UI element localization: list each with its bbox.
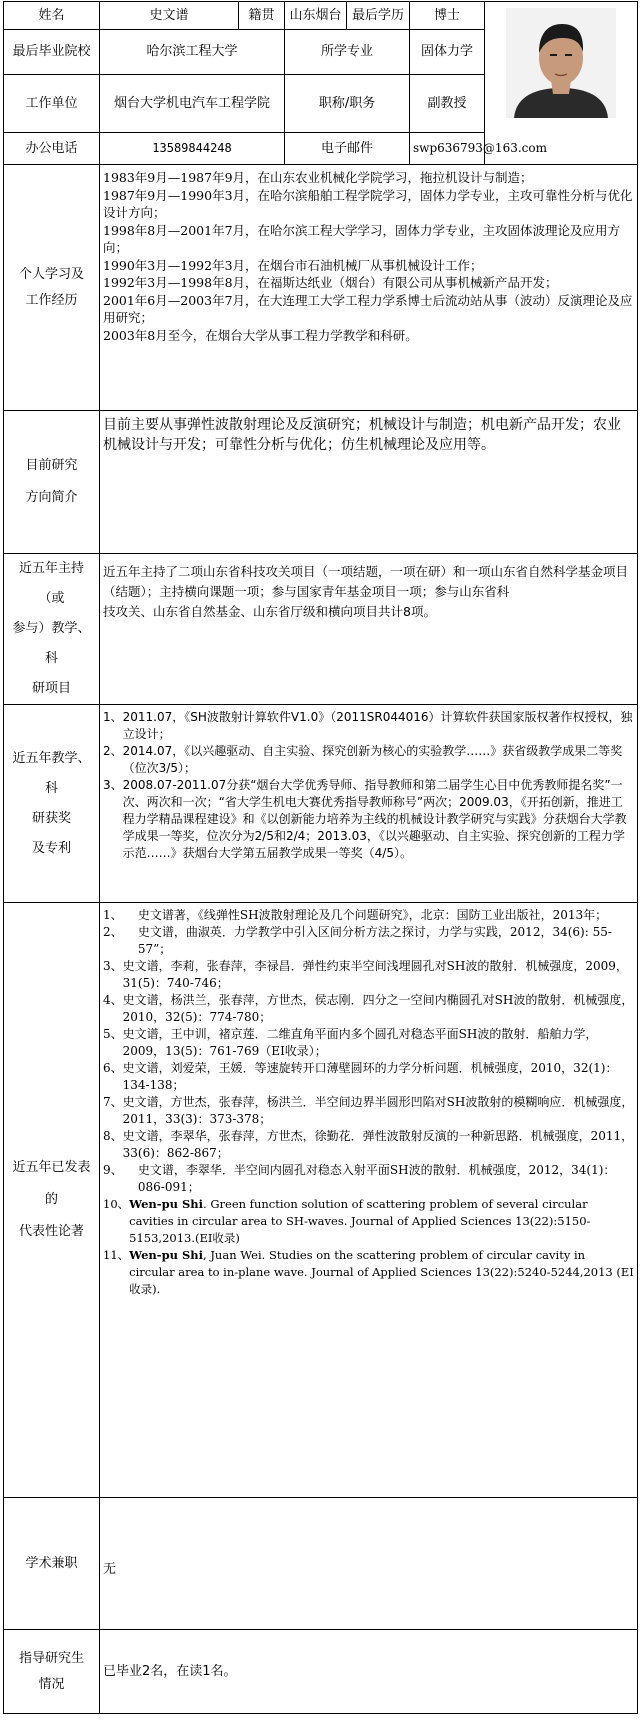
research-label-line-2: 方向简介 xyxy=(25,490,78,505)
experience-label-line-1: 个人学习及 xyxy=(18,266,84,282)
name-value: 史文谱 xyxy=(100,2,239,30)
degree-value: 博士 xyxy=(410,2,485,30)
paper-number: 3、 xyxy=(103,959,123,973)
paper-text: 史文谱著，《线弹性SH波散射理论及几个问题研究》，北京：国防工业出版社，2013年； xyxy=(137,908,608,922)
experience-item: 2001年6月—2003年7月，在大连理工大学工程力学系博士后流动站从事（波动）反演理论及应用研究； xyxy=(103,292,633,325)
paper-item xyxy=(103,1128,634,1162)
paper-item xyxy=(103,958,634,992)
part-time-label: 学术兼职 xyxy=(4,1498,100,1630)
name-label: 姓名 xyxy=(4,2,100,30)
paper-text: 史文谱，李翠华．半空间内圆孔对稳态入射平面SH波的散射．机械强度，2012，34(1)：086-091； xyxy=(137,1163,616,1194)
paper-number: 4、 xyxy=(103,993,123,1007)
resume-table xyxy=(3,1,638,1714)
degree-label: 最后学历 xyxy=(347,2,410,30)
research-label-line-1: 目前研究 xyxy=(25,458,78,473)
part-time-row xyxy=(4,1498,638,1630)
awards-label-line-2: 研获奖 xyxy=(31,810,71,826)
supervision-label-line-1: 指导研究生 xyxy=(18,1650,84,1666)
paper-number: 7、 xyxy=(103,1095,123,1109)
projects-row xyxy=(4,554,638,705)
paper-item-en xyxy=(103,1247,634,1298)
award-text: 2011.07，《SH波散射计算软件V1.0》（2011SR044016）计算软件获国家版权著作权授权，独立设计； xyxy=(122,710,633,741)
resume-page xyxy=(3,1,639,1725)
award-text: 2008.07-2011.07分获“烟台大学优秀导师、指导教师和第二届学生心目中优秀教师提名奖”一次、两次和一次；“省大学生机电大赛优秀指导教师称号”两次；2009.03，《开拓创新，推进工程力学精品课程建设》和《以创新能力培养为主线的机械设计教学研究与实践》分获烟台大学教学成果一等奖，位次分为2/5和2/4；2013.03，《以兴趣驱动、自主实验、探究创新的工程力学示范……》获烟台大学第五届教学成果一等奖（4/5）。 xyxy=(122,778,627,860)
paper-item xyxy=(103,1094,634,1128)
paper-author: Wen-pu Shi xyxy=(129,1197,204,1211)
experience-label-line-2: 工作经历 xyxy=(25,292,78,308)
award-number: 3、 xyxy=(103,778,123,792)
paper-number: 9、 xyxy=(103,1163,138,1177)
research-row xyxy=(4,411,638,554)
research-content: 目前主要从事弹性波散射理论及反演研究；机械设计与制造；机电新产品开发；农业机械设计与开发；可靠性分析与优化；仿生机械理论及应用等。 xyxy=(100,411,638,554)
experience-content xyxy=(100,165,638,411)
award-number: 2、 xyxy=(103,744,123,758)
paper-number: 1、 xyxy=(103,908,138,922)
projects-label xyxy=(4,554,100,705)
award-item xyxy=(103,743,634,777)
paper-item xyxy=(103,1060,634,1094)
paper-item-en xyxy=(103,1196,634,1247)
major-label: 所学专业 xyxy=(285,30,410,75)
paper-number: 2、 xyxy=(103,925,138,939)
experience-item: 2003年8月至今，在烟台大学从事工程力学教学和科研。 xyxy=(103,327,418,343)
award-item xyxy=(103,777,634,862)
school-label: 最后毕业院校 xyxy=(4,30,100,75)
person-portrait-icon xyxy=(506,8,616,118)
awards-label-line-3: 及专利 xyxy=(31,840,71,856)
papers-row xyxy=(4,903,638,1498)
paper-item xyxy=(103,924,634,958)
major-value: 固体力学 xyxy=(410,30,485,75)
native-label: 籍贯 xyxy=(239,2,285,30)
award-item xyxy=(103,709,634,743)
experience-item: 1983年9月—1987年9月，在山东农业机械化学院学习，拖拉机设计与制造； xyxy=(103,170,533,185)
paper-text: 史文谱，王中训，褚京莲．二维直角平面内多个圆孔对稳态平面SH波的散射．船舶力学，2009，13(5)：761-769（EI收录）； xyxy=(122,1027,598,1058)
paper-item xyxy=(103,1162,634,1196)
award-text: 2014.07，《以兴趣驱动、自主实验、探究创新为核心的实验教学……》获省级教学成果二等奖（位次3/5）； xyxy=(122,744,623,775)
awards-content xyxy=(100,705,638,903)
research-label xyxy=(4,411,100,554)
projects-text: 技攻关、山东省自然基金、山东省厅级和横向项目共计8项。 xyxy=(103,604,436,619)
email-label: 电子邮件 xyxy=(285,133,410,165)
experience-row xyxy=(4,165,638,411)
phone-value: 13589844248 xyxy=(100,133,285,165)
basic-row-1 xyxy=(4,2,638,30)
papers-label-line-1: 近五年已发表的 xyxy=(12,1160,91,1207)
paper-text: 史文谱，杨洪兰，张春萍，方世杰，侯志刚．四分之一空间内椭圆孔对SH波的散射．机械强度，2010，32(5)：774-780； xyxy=(122,993,634,1024)
projects-content xyxy=(100,554,638,705)
title-value: 副教授 xyxy=(410,75,485,133)
paper-number: 6、 xyxy=(103,1061,123,1075)
awards-label xyxy=(4,705,100,903)
award-number: 1、 xyxy=(103,710,123,724)
paper-text: , Juan Wei. Studies on the scattering problem of circular cavity in circular area to in-plane wave. Journal of Applied Sciences 13(22):5240-5244,2013 (EI收录). xyxy=(129,1248,634,1296)
paper-text: 史文谱，李翠华，张春萍，方世杰，徐勤花．弹性波散射反演的一种新思路．机械强度，2011，33(6)：862-867； xyxy=(122,1129,634,1160)
projects-label-line-1: 近五年主持（或 xyxy=(18,561,84,606)
part-time-content: 无 xyxy=(100,1498,638,1630)
awards-label-line-1: 近五年教学、科 xyxy=(12,750,91,796)
paper-text: . Green function solution of scattering problem of several circular cavities in circular area to SH-waves. Journal of Applied Sciences 13(22):5150-5153,2013.(EI收录) xyxy=(129,1197,591,1245)
supervision-label xyxy=(4,1630,100,1714)
paper-item xyxy=(103,992,634,1026)
experience-item: 1990年3月—1992年3月，在烟台市石油机械厂从事机械设计工作； xyxy=(103,257,483,273)
papers-content xyxy=(100,903,638,1498)
paper-text: 史文谱，李莉，张春萍，李禄昌．弹性约束半空间浅埋圆孔对SH波的散射．机械强度，2009，31(5)：740-746； xyxy=(122,959,628,990)
projects-label-line-2: 参与）教学、科 xyxy=(12,621,91,666)
awards-row xyxy=(4,705,638,903)
experience-item: 1987年9月—1990年3月，在哈尔滨船舶工程学院学习，固体力学专业，主攻可靠性分析与优化设计方向； xyxy=(103,187,633,220)
work-label: 工作单位 xyxy=(4,75,100,133)
paper-number: 11、 xyxy=(103,1248,130,1262)
email-value: swp636793@163.com xyxy=(410,133,485,165)
experience-item: 1992年3月—1998年8月，在福斯达纸业（烟台）有限公司从事机械新产品开发； xyxy=(103,275,558,290)
paper-item xyxy=(103,1026,634,1060)
papers-label xyxy=(4,903,100,1498)
supervision-content: 已毕业2名，在读1名。 xyxy=(100,1630,638,1714)
experience-label xyxy=(4,165,100,411)
phone-label: 办公电话 xyxy=(4,133,100,165)
paper-text: 史文谱，曲淑英．力学教学中引入区间分析方法之探讨，力学与实践，2012，34(6): 55-57”； xyxy=(137,925,612,956)
paper-author: Wen-pu Shi xyxy=(129,1248,204,1262)
title-label: 职称/职务 xyxy=(285,75,410,133)
supervision-label-line-2: 情况 xyxy=(38,1676,65,1692)
paper-item xyxy=(103,907,634,924)
paper-text: 史文谱，刘爱荣，王媛．等速旋转开口薄壁圆环的力学分析问题．机械强度，2010，32(1)：134-138； xyxy=(122,1061,618,1092)
school-value: 哈尔滨工程大学 xyxy=(100,30,285,75)
paper-number: 8、 xyxy=(103,1129,123,1143)
native-value: 山东烟台 xyxy=(285,2,347,30)
paper-number: 5、 xyxy=(103,1027,123,1041)
paper-text: 史文谱，方世杰，张春萍，杨洪兰．半空间边界半圆形凹陷对SH波散射的模糊响应．机械强度，2011，33(3)：373-378； xyxy=(122,1095,634,1126)
experience-item: 1998年8月—2001年7月，在哈尔滨工程大学学习，固体力学专业，主攻固体波理论及应用方向； xyxy=(103,222,621,255)
work-value: 烟台大学机电汽车工程学院 xyxy=(100,75,285,133)
supervision-row xyxy=(4,1630,638,1714)
projects-text: 近五年主持了二项山东省科技攻关项目（一项结题，一项在研）和一项山东省自然科学基金项目（结题）；主持横向课题一项；参与国家青年基金项目一项；参与山东省科 xyxy=(103,564,629,599)
projects-label-line-3: 研项目 xyxy=(31,681,71,696)
papers-label-line-2: 代表性论著 xyxy=(18,1224,84,1239)
paper-number: 10、 xyxy=(103,1197,130,1211)
